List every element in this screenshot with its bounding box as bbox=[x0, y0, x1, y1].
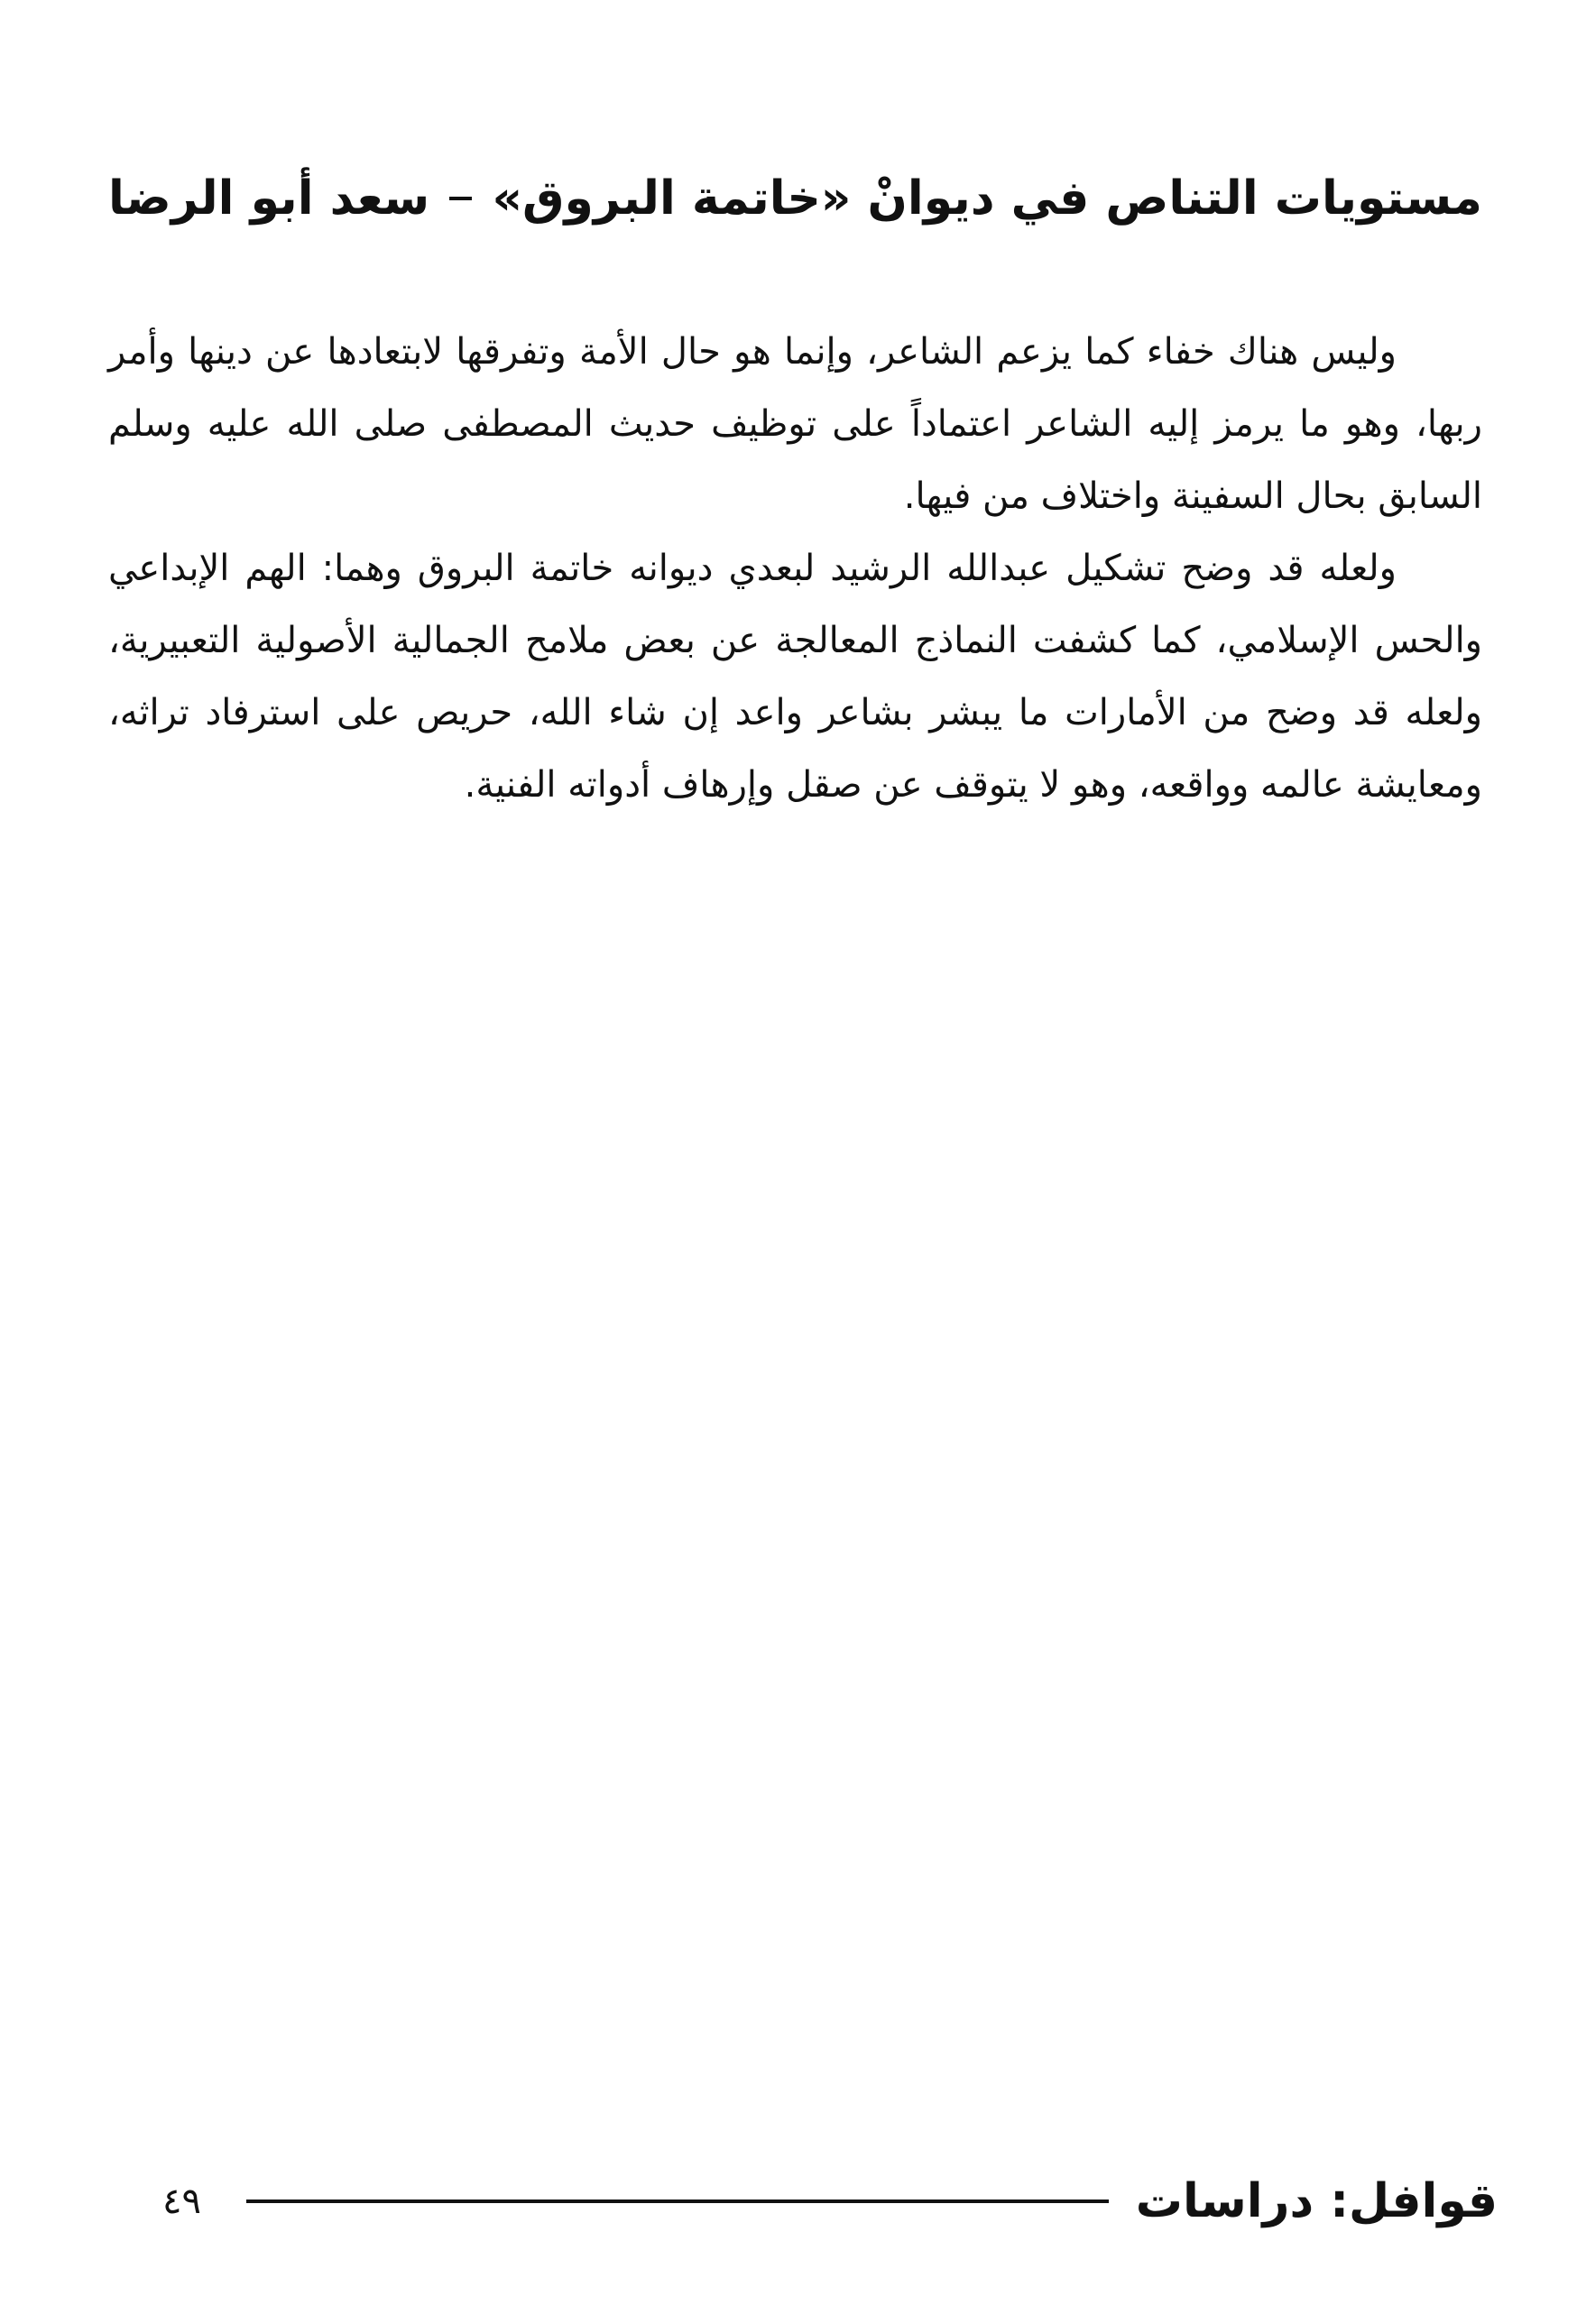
footer-divider bbox=[246, 2200, 1109, 2203]
page-number: ٤٩ bbox=[162, 2181, 201, 2222]
author-name: سعد أبو الرضا bbox=[108, 171, 430, 226]
running-footer bbox=[162, 2165, 1498, 2237]
header-divider bbox=[449, 197, 472, 200]
paragraph: ولعله قد وضح تشكيل عبدالله الرشيد لبعدي ديوانه خاتمة البروق وهما: الهم الإبداعي والحس الإسلامي، كما كشفت النماذج المعالجة عن بعض ملامح الجمالية الأصولية التعبيرية، ولعله قد وضح من الأمارات ما يبشر بشاعر واعد إن شاء الله، حريص على استرفاد تراثه، ومعايشة عالمه وواقعه، وهو لا يتوقف عن صقل وإرهاف أدواته الفنية. bbox=[108, 548, 1482, 806]
paragraph: وليس هناك خفاء كما يزعم الشاعر، وإنما هو حال الأمة وتفرقها لابتعادها عن دينها وأمر ربها، وهو ما يرمز إليه الشاعر اعتماداً على توظيف حديث المصطفى صلى الله عليه وسلم السابق بحال السفينة واختلاف من فيها. bbox=[108, 331, 1482, 517]
journal-section-name: قوافل: دراسات bbox=[1135, 2174, 1498, 2228]
running-header bbox=[108, 158, 1482, 239]
article-body bbox=[108, 316, 1482, 821]
article-title: مستويات التناص في ديوانْ «خاتمة البروق» bbox=[492, 171, 1482, 226]
